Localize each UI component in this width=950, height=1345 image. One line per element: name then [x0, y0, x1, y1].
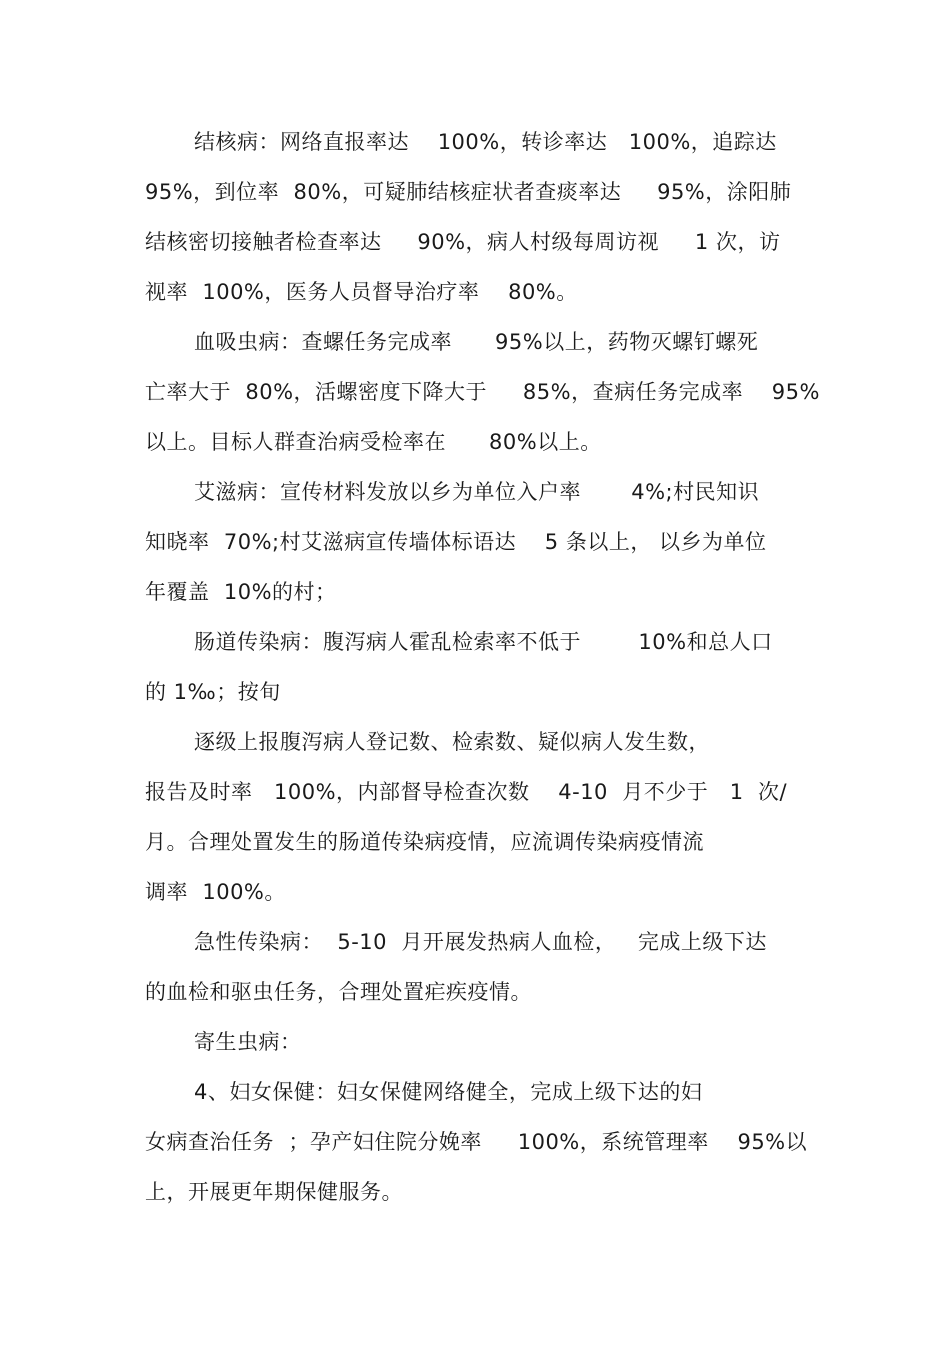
- text-line: 以上。目标人群查治病受检率在 80%以上。: [145, 430, 602, 454]
- text-line: 95%，到位率 80%，可疑肺结核症状者查痰率达 95%，涂阳肺: [145, 180, 792, 204]
- text-line: 4、妇女保健：妇女保健网络健全，完成上级下达的妇: [194, 1080, 703, 1104]
- text-line: 急性传染病： 5-10 月开展发热病人血检， 完成上级下达: [194, 930, 767, 954]
- text-line: 结核病：网络直报率达 100%，转诊率达 100%，追踪达: [194, 130, 777, 154]
- text-line: 知晓率 70%;村艾滋病宣传墙体标语达 5 条以上， 以乡为单位: [145, 530, 767, 554]
- text-line: 结核密切接触者检查率达 90%，病人村级每周访视 1 次，访: [145, 230, 781, 254]
- text-line: 报告及时率 100%，内部督导检查次数 4-10 月不少于 1 次/: [145, 780, 788, 804]
- text-line: 女病查治任务 ；孕产妇住院分娩率 100%，系统管理率 95%以: [145, 1130, 808, 1154]
- text-line: 艾滋病：宣传材料发放以乡为单位入户率 4%;村民知识: [194, 480, 760, 504]
- text-line: 逐级上报腹泻病人登记数、检索数、疑似病人发生数，: [194, 730, 710, 754]
- text-line: 年覆盖 10%的村；: [145, 580, 337, 604]
- text-line: 肠道传染病：腹泻病人霍乱检索率不低于 10%和总人口: [194, 630, 773, 654]
- text-line: 调率 100%。: [145, 880, 286, 904]
- text-line: 寄生虫病：: [194, 1030, 302, 1054]
- text-line: 血吸虫病：查螺任务完成率 95%以上，药物灭螺钉螺死: [194, 330, 759, 354]
- text-line: 上，开展更年期保健服务。: [145, 1180, 403, 1204]
- text-line: 视率 100%，医务人员督导治疗率 80%。: [145, 280, 578, 304]
- text-line: 的血检和驱虫任务，合理处置疟疾疫情。: [145, 980, 532, 1004]
- text-line: 的 1‰；按旬: [145, 680, 281, 704]
- text-line: 亡率大于 80%，活螺密度下降大于 85%，查病任务完成率 95%: [145, 380, 820, 404]
- text-line: 月。合理处置发生的肠道传染病疫情，应流调传染病疫情流: [145, 830, 704, 854]
